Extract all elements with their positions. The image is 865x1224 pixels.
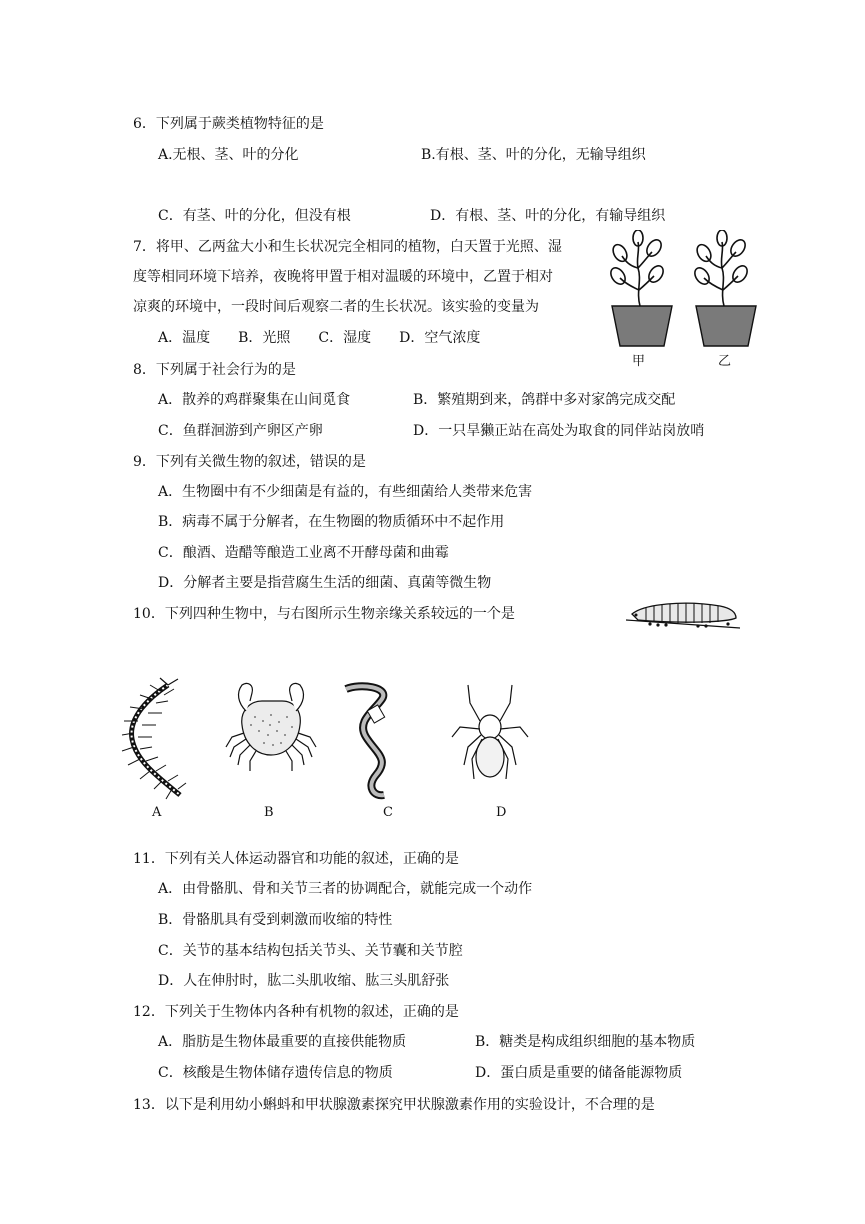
q7-stem-line1: 7．将甲、乙两盆大小和生长状况完全相同的植物，白天置于光照、湿 [133, 239, 562, 255]
spider-image [452, 685, 528, 779]
q6-option-b: B.有根、茎、叶的分化，无输导组织 [421, 147, 646, 163]
crab-image [226, 683, 316, 771]
pot-label-jia: 甲 [632, 354, 646, 369]
q8-option-d: D．一只旱獭正站在高处为取食的同伴站岗放哨 [413, 423, 705, 439]
earthworm-image [346, 686, 385, 795]
q8-stem: 8．下列属于社会行为的是 [133, 362, 296, 378]
q10-option-label-c: C [383, 805, 393, 820]
q9-option-c: C．酿酒、造醋等酿造工业离不开酵母菌和曲霉 [158, 545, 449, 561]
q10-stem: 10．下列四种生物中，与右图所示生物亲缘关系较远的一个是 [133, 606, 515, 622]
q12-option-b: B．糖类是构成组织细胞的基本物质 [475, 1034, 696, 1050]
potted-plant-jia [608, 230, 666, 306]
q10-option-label-a: A [152, 805, 162, 820]
q12-option-a: A．脂肪是生物体最重要的直接供能物质 [158, 1034, 407, 1050]
q7-options: A．温度 B．光照 C．湿度 D．空气浓度 [158, 330, 481, 346]
q11-option-d: D．人在伸肘时，肱二头肌收缩、肱三头肌舒张 [158, 973, 450, 989]
q6-option-c: C．有茎、叶的分化，但没有根 [158, 208, 351, 224]
q12-option-d: D．蛋白质是重要的储备能源物质 [475, 1065, 683, 1081]
q9-option-d: D．分解者主要是指营腐生生活的细菌、真菌等微生物 [158, 575, 492, 591]
q9-option-b: B．病毒不属于分解者，在生物圈的物质循环中不起作用 [158, 514, 505, 530]
q7-stem-line3: 凉爽的环境中，一段时间后观察二者的生长状况。该实验的变量为 [133, 299, 539, 315]
q8-option-c: C．鱼群洄游到产卵区产卵 [158, 423, 323, 439]
q11-option-a: A．由骨骼肌、骨和关节三者的协调配合，就能完成一个动作 [158, 881, 533, 897]
q13-stem: 13．以下是利用幼小蝌蚪和甲状腺激素探究甲状腺激素作用的实验设计，不合理的是 [133, 1097, 655, 1113]
potted-plants-figure [606, 230, 764, 370]
q9-stem: 9．下列有关微生物的叙述，错误的是 [133, 454, 366, 470]
q11-option-c: C．关节的基本结构包括关节头、关节囊和关节腔 [158, 943, 463, 959]
q12-option-c: C．核酸是生物体储存遗传信息的物质 [158, 1065, 393, 1081]
q11-option-b: B．骨骼肌具有受到刺激而收缩的特性 [158, 912, 393, 928]
potted-plant-yi [692, 230, 750, 306]
q12-stem: 12．下列关于生物体内各种有机物的叙述，正确的是 [133, 1004, 459, 1020]
q6-stem: 6．下列属于蕨类植物特征的是 [133, 116, 324, 132]
pot-label-yi: 乙 [718, 354, 732, 369]
caterpillar-figure [624, 598, 742, 634]
q11-stem: 11．下列有关人体运动器官和功能的叙述，正确的是 [133, 851, 459, 867]
q10-option-label-b: B [264, 805, 274, 820]
q9-option-a: A．生物圈中有不少细菌是有益的，有些细菌给人类带来危害 [158, 484, 533, 500]
q6-option-a: A.无根、茎、叶的分化 [158, 147, 299, 163]
q8-option-b: B．繁殖期到来，鸽群中多对家鸽完成交配 [413, 392, 676, 408]
q6-option-d: D．有根、茎、叶的分化，有输导组织 [430, 208, 666, 224]
q7-stem-line2: 度等相同环境下培养，夜晚将甲置于相对温暖的环境中，乙置于相对 [133, 269, 553, 285]
centipede-image [122, 678, 186, 799]
q10-option-label-d: D [496, 805, 507, 820]
q10-options-figure [120, 677, 530, 805]
q8-option-a: A．散养的鸡群聚集在山间觅食 [158, 392, 351, 408]
